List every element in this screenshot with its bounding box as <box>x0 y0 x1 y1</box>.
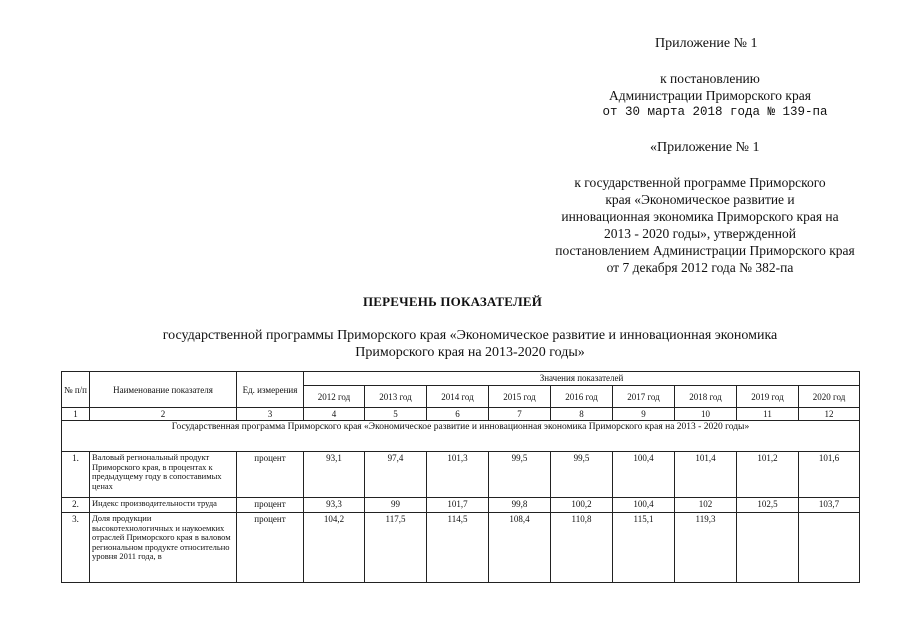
row-value: 100,4 <box>613 498 675 513</box>
row-value: 99,5 <box>551 452 613 498</box>
year-header: 2014 год <box>427 386 489 408</box>
row-value: 117,5 <box>365 513 427 583</box>
row-value: 93,3 <box>304 498 365 513</box>
indicators-table <box>61 371 860 583</box>
row-value: 114,5 <box>427 513 489 583</box>
index-cell: 5 <box>365 408 427 421</box>
row-value: 99,5 <box>489 452 551 498</box>
program-line-5: постановлением Администрации Приморского края <box>555 243 855 258</box>
index-cell: 6 <box>427 408 489 421</box>
program-line-2: края «Экономическое развитие и <box>605 192 795 207</box>
row-value: 102 <box>675 498 737 513</box>
header-row-1 <box>62 372 860 386</box>
col-unit-header: Ед. измерения <box>237 372 304 408</box>
index-cell: 2 <box>90 408 237 421</box>
document-subtitle <box>60 327 880 361</box>
date-number-line: от 30 марта 2018 года № 139-па <box>602 105 828 119</box>
row-value: 99,8 <box>489 498 551 513</box>
year-header: 2013 год <box>365 386 427 408</box>
row-value: 104,2 <box>304 513 365 583</box>
row-unit: процент <box>237 498 304 513</box>
subtitle-line-2: Приморского края на 2013-2020 годы» <box>355 345 585 360</box>
table-row <box>62 513 860 583</box>
col-values-header: Значения показателей <box>304 372 860 386</box>
row-value: 115,1 <box>613 513 675 583</box>
administration-line: Администрации Приморского края <box>609 88 811 103</box>
index-cell: 8 <box>551 408 613 421</box>
row-value: 100,4 <box>613 452 675 498</box>
program-line-1: к государственной программе Приморского <box>574 175 826 190</box>
row-value: 100,2 <box>551 498 613 513</box>
row-value: 101,7 <box>427 498 489 513</box>
index-cell: 10 <box>675 408 737 421</box>
row-value: 101,3 <box>427 452 489 498</box>
row-value: 97,4 <box>365 452 427 498</box>
program-line-4: 2013 - 2020 годы», утвержденной <box>604 226 796 241</box>
row-num: 1. <box>62 452 90 498</box>
index-cell: 3 <box>237 408 304 421</box>
row-value: 119,3 <box>675 513 737 583</box>
index-row <box>62 408 860 421</box>
row-name: Индекс производительности труда <box>90 498 237 513</box>
document-title: ПЕРЕЧЕНЬ ПОКАЗАТЕЛЕЙ <box>362 294 543 309</box>
year-header: 2012 год <box>304 386 365 408</box>
year-header: 2019 год <box>737 386 799 408</box>
program-line-6: от 7 декабря 2012 года № 382-па <box>606 260 794 275</box>
section-row <box>62 421 860 452</box>
year-header: 2016 год <box>551 386 613 408</box>
row-value <box>799 513 860 583</box>
resolution-block <box>560 70 860 121</box>
appendix-1-label: Приложение № 1 <box>655 36 758 51</box>
row-unit: процент <box>237 452 304 498</box>
row-value: 101,4 <box>675 452 737 498</box>
table-row <box>62 498 860 513</box>
row-value: 99 <box>365 498 427 513</box>
index-cell: 1 <box>62 408 90 421</box>
appendix-2-label: «Приложение № 1 <box>650 140 760 155</box>
row-name: Доля продукции высокотехнологичных и наукоемких отраслей Приморского края в валовом региональном продукте относительно уровня 2011 года, в <box>90 513 237 583</box>
row-value: 101,6 <box>799 452 860 498</box>
row-num: 3. <box>62 513 90 583</box>
row-value <box>737 513 799 583</box>
year-header: 2017 год <box>613 386 675 408</box>
row-name: Валовый региональный продукт Приморского края, в процентах к предыдущему году в сопоставимых ценах <box>90 452 237 498</box>
index-cell: 9 <box>613 408 675 421</box>
row-value: 102,5 <box>737 498 799 513</box>
year-header: 2020 год <box>799 386 860 408</box>
index-cell: 7 <box>489 408 551 421</box>
section-title: Государственная программа Приморского края «Экономическое развитие и инновационная экономика Приморского края на 2013 - 2020 годы» <box>62 421 860 452</box>
to-resolution-line: к постановлению <box>660 71 760 86</box>
row-value: 103,7 <box>799 498 860 513</box>
row-unit: процент <box>237 513 304 583</box>
col-name-header: Наименование показателя <box>90 372 237 408</box>
row-num: 2. <box>62 498 90 513</box>
year-header: 2015 год <box>489 386 551 408</box>
row-value: 93,1 <box>304 452 365 498</box>
program-block <box>535 174 865 276</box>
row-value: 108,4 <box>489 513 551 583</box>
subtitle-line-1: государственной программы Приморского края «Экономическое развитие и инновационная экономика <box>162 328 778 343</box>
table-row <box>62 452 860 498</box>
row-value: 101,2 <box>737 452 799 498</box>
row-value: 110,8 <box>551 513 613 583</box>
index-cell: 12 <box>799 408 860 421</box>
program-line-3: инновационная экономика Приморского края на <box>561 209 839 224</box>
col-num-header: № п/п <box>62 372 90 408</box>
index-cell: 4 <box>304 408 365 421</box>
index-cell: 11 <box>737 408 799 421</box>
year-header: 2018 год <box>675 386 737 408</box>
